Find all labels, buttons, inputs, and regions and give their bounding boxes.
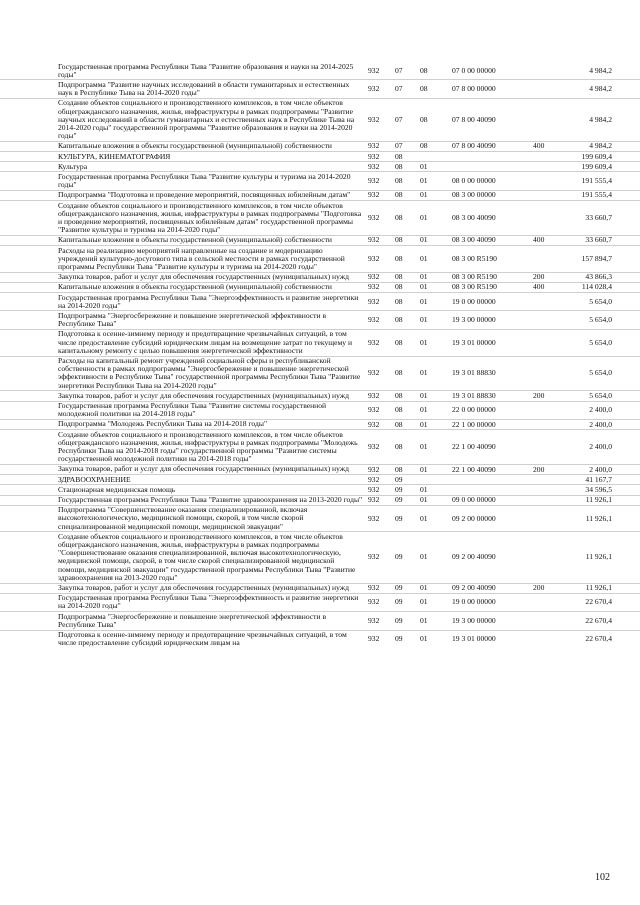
code-cs: 19 3 01 00000: [452, 634, 496, 644]
table-row: [0, 495, 640, 505]
code-rz: 08: [395, 190, 403, 200]
code-vd: 932: [368, 597, 380, 607]
amount: 11 926,1: [585, 495, 612, 505]
code-cs: 22 0 00 00000: [452, 405, 496, 415]
row-description: Капитальные вложения в объекты государственной (муниципальной) собственности: [58, 141, 332, 151]
code-pr: 01: [420, 162, 428, 172]
amount: 43 866,3: [585, 272, 612, 282]
code-rz: 09: [395, 597, 403, 607]
row-description: Государственная программа Республики Тыва "Энергоэффективность и развитие энергетики на 2014-2020 годы": [58, 292, 359, 310]
row-description: Государственная программа Республики Тыва "Развитие системы государственной молодежной политики на 2014-2018 годы": [58, 401, 327, 419]
code-cs: 08 0 00 00000: [452, 176, 496, 186]
row-description: Подпрограмма "Молодежь Республики Тыва на 2014-2018 годы": [58, 419, 268, 429]
table-row: [0, 161, 640, 171]
row-description: Капитальные вложения в объекты государственной (муниципальной) собственности: [58, 235, 332, 245]
code-rz: 08: [395, 235, 403, 245]
table-row: [0, 419, 640, 429]
table-row: [0, 98, 640, 141]
amount: 199 609,4: [581, 162, 612, 172]
code-rz: 08: [395, 419, 403, 429]
code-vd: 932: [368, 272, 380, 282]
code-pr: 01: [420, 464, 428, 474]
code-pr: 01: [420, 405, 428, 415]
amount: 22 670,4: [585, 597, 612, 607]
row-description: Создание объектов социального и производственного комплексов, в том числе объектов общегражданского назначения, жилья, инфраструктуры в рамках подпрограммы "Развитие научных исследований в области гуманитарных и естественных наук в Республике Тыва на 2014-2020 годы" государственной программы "Развитие образования и науки на 2014-2020 годы": [58, 98, 355, 141]
row-description: Закупка товаров, работ и услуг для обеспечения государственных (муниципальных) нужд: [58, 583, 349, 593]
amount: 5 654,0: [589, 296, 612, 306]
table-row: [0, 401, 640, 419]
code-vd: 932: [368, 634, 380, 644]
code-rz: 07: [395, 115, 403, 125]
code-pr: 01: [420, 616, 428, 626]
code-rz: 08: [395, 464, 403, 474]
code-vd: 932: [368, 616, 380, 626]
table-row: [0, 484, 640, 494]
code-vd: 932: [368, 254, 380, 264]
code-vd: 932: [368, 495, 380, 505]
amount: 5 654,0: [589, 315, 612, 325]
code-vd: 932: [368, 315, 380, 325]
code-cs: 19 3 01 88830: [452, 368, 496, 378]
amount: 33 660,7: [585, 235, 612, 245]
amount: 199 609,4: [581, 151, 612, 161]
amount: 191 555,4: [581, 190, 612, 200]
row-description: КУЛЬТУРА, КИНЕМАТОГРАФИЯ: [58, 151, 171, 161]
amount: 5 654,0: [589, 337, 612, 347]
code-cs: 07 8 00 40090: [452, 141, 496, 151]
row-description: ЗДРАВООХРАНЕНИЕ: [58, 474, 131, 484]
row-description: Стационарная медицинская помощь: [58, 484, 176, 494]
code-cs: 08 3 00 R5190: [452, 282, 497, 292]
code-cs: 08 3 00 00000: [452, 190, 496, 200]
row-description: Расходы на реализацию мероприятий направленные на создание и модернизацию учреждений культурно-досугового типа в сельской местности в рамках государственной программы Республики Тыва "Развитие культуры и туризма на 2014-2020 годы": [58, 245, 345, 271]
code-rz: 09: [395, 616, 403, 626]
code-pr: 01: [420, 634, 428, 644]
code-rz: 08: [395, 176, 403, 186]
code-rz: 09: [395, 583, 403, 593]
code-pr: 01: [420, 419, 428, 429]
code-vd: 932: [368, 513, 380, 523]
code-cs: 09 2 00 40090: [452, 552, 496, 562]
code-vd: 932: [368, 213, 380, 223]
code-vd: 932: [368, 296, 380, 306]
code-rz: 08: [395, 368, 403, 378]
code-cs: 07 8 00 40090: [452, 115, 496, 125]
code-pr: 01: [420, 296, 428, 306]
code-pr: 01: [420, 597, 428, 607]
code-vr: 200: [533, 272, 545, 282]
code-rz: 08: [395, 337, 403, 347]
code-vd: 932: [368, 141, 380, 151]
code-cs: 22 1 00 00000: [452, 419, 496, 429]
row-description: Закупка товаров, работ и услуг для обеспечения государственных (муниципальных) нужд: [58, 464, 349, 474]
code-rz: 08: [395, 282, 403, 292]
page-number: 102: [595, 872, 610, 883]
table-row: [0, 611, 640, 629]
code-pr: 01: [420, 190, 428, 200]
amount: 22 670,4: [585, 634, 612, 644]
code-vd: 932: [368, 485, 380, 495]
code-cs: 08 3 00 R5190: [452, 254, 497, 264]
code-pr: 01: [420, 337, 428, 347]
table-row: [0, 151, 640, 161]
table-row: [0, 292, 640, 310]
row-description: Культура: [58, 161, 88, 171]
code-vr: 400: [533, 141, 545, 151]
table-row: [0, 464, 640, 474]
row-description: Государственная программа Республики Тыва "Развитие культуры и туризма на 2014-2020 годы": [58, 171, 351, 190]
table-row: [0, 310, 640, 328]
row-description: Подпрограмма "Подготовка и проведение мероприятий, посвященных юбилейным датам": [58, 190, 351, 200]
table-row: [0, 505, 640, 532]
row-description: Подготовка к осенне-зимнему периоду и предотвращение чрезвычайных ситуаций, в том числе предоставление субсидий юридическим лицам на: [58, 630, 347, 648]
table-row: [0, 272, 640, 282]
row-description: Подготовка к осенне-зимнему периоду и предотвращение чрезвычайных ситуаций, в том числе предоставление субсидий юридическим лицам на возмещение затрат по текущему и капитальному ремонту с целью повышения энергетической эффективности: [58, 329, 353, 355]
amount: 11 926,1: [585, 513, 612, 523]
amount: 11 926,1: [585, 552, 612, 562]
code-pr: 01: [420, 552, 428, 562]
code-cs: 19 0 00 00000: [452, 296, 496, 306]
code-pr: 08: [420, 115, 428, 125]
code-rz: 09: [395, 485, 403, 495]
code-pr: 01: [420, 176, 428, 186]
code-pr: 08: [420, 141, 428, 151]
table-row: [0, 593, 640, 611]
code-rz: 08: [395, 162, 403, 172]
amount: 4 984,2: [589, 65, 612, 75]
code-vr: 200: [533, 583, 545, 593]
row-description: Создание объектов социального и производственного комплексов, в том числе объектов общегражданского назначения, жилья, инфраструктуры в рамках подпрограммы "Молодежь Республики Тыва на 2014-2018 годы" государственной программы "Развитие системы государственной молодежной политики на 2014-2018 годы": [58, 429, 358, 464]
code-vd: 932: [368, 84, 380, 94]
amount: 2 400,0: [589, 419, 612, 429]
code-vd: 932: [368, 583, 380, 593]
table-row: [0, 429, 640, 464]
code-rz: 08: [395, 296, 403, 306]
code-cs: 19 3 00 00000: [452, 616, 496, 626]
code-rz: 08: [395, 442, 403, 452]
amount: 2 400,0: [589, 442, 612, 452]
code-pr: 01: [420, 282, 428, 292]
code-vd: 932: [368, 464, 380, 474]
code-cs: 09 0 00 00000: [452, 495, 496, 505]
row-description: Закупка товаров, работ и услуг для обеспечения государственных (муниципальных) нужд: [58, 390, 349, 400]
table-row: [0, 79, 640, 97]
code-rz: 09: [395, 474, 403, 484]
row-description: Государственная программа Республики Тыва "Развитие образования и науки на 2014-2025 годы": [58, 61, 354, 79]
code-vd: 932: [368, 282, 380, 292]
row-description: Государственная программа Республики Тыва "Энергоэффективность и развитие энергетики на 2014-2020 годы": [58, 593, 359, 611]
code-rz: 07: [395, 65, 403, 75]
table-row: [0, 245, 640, 272]
table-row: [0, 329, 640, 356]
row-description: Государственная программа Республики Тыва "Развитие здравоохранения на 2013-2020 годы": [58, 495, 363, 505]
amount: 4 984,2: [589, 141, 612, 151]
code-cs: 07 0 00 00000: [452, 65, 496, 75]
code-vr: 400: [533, 235, 545, 245]
code-cs: 08 3 00 R5190: [452, 272, 497, 282]
amount: 4 984,2: [589, 115, 612, 125]
budget-table: [0, 62, 640, 648]
code-vr: 200: [533, 464, 545, 474]
amount: 5 654,0: [589, 368, 612, 378]
code-vd: 932: [368, 442, 380, 452]
amount: 41 167,7: [585, 474, 612, 484]
table-row: [0, 474, 640, 484]
row-description: Подпрограмма "Развитие научных исследований в области гуманитарных и естественных наук в Республике Тыва на 2014-2020 годы": [58, 79, 350, 98]
code-pr: 01: [420, 272, 428, 282]
code-pr: 01: [420, 442, 428, 452]
table-row: [0, 390, 640, 400]
code-vd: 932: [368, 368, 380, 378]
code-pr: 01: [420, 583, 428, 593]
table-row: [0, 200, 640, 235]
row-description: Подпрограмма "Энергосбережение и повышение энергетической эффективности в Республике Тыва": [58, 310, 327, 329]
code-pr: 01: [420, 485, 428, 495]
row-description: Закупка товаров, работ и услуг для обеспечения государственных (муниципальных) нужд: [58, 272, 349, 282]
code-pr: 01: [420, 495, 428, 505]
code-cs: 08 3 00 40090: [452, 235, 496, 245]
code-cs: 07 8 00 00000: [452, 84, 496, 94]
row-description: Подпрограмма "Совершенствование оказания специализированной, включая высокотехнологическую, медицинской помощи, скорой, в том числе скорой специализированной медицинской помощи, медицинской эвакуации": [58, 505, 308, 531]
code-pr: 08: [420, 65, 428, 75]
amount: 5 654,0: [589, 391, 612, 401]
code-vd: 932: [368, 115, 380, 125]
amount: 22 670,4: [585, 616, 612, 626]
amount: 4 984,2: [589, 84, 612, 94]
code-cs: 19 3 00 00000: [452, 315, 496, 325]
row-description: Подпрограмма "Энергосбережение и повышение энергетической эффективности в Республике Тыва": [58, 611, 327, 629]
code-vd: 932: [368, 391, 380, 401]
table-row: [0, 171, 640, 189]
code-rz: 07: [395, 141, 403, 151]
code-cs: 09 2 00 00000: [452, 513, 496, 523]
code-pr: 01: [420, 213, 428, 223]
code-rz: 09: [395, 513, 403, 523]
amount: 114 028,4: [581, 282, 612, 292]
table-row: [0, 141, 640, 151]
amount: 11 926,1: [585, 583, 612, 593]
amount: 33 660,7: [585, 213, 612, 223]
code-cs: 19 0 00 00000: [452, 597, 496, 607]
code-cs: 19 3 01 88830: [452, 391, 496, 401]
code-cs: 22 1 00 40090: [452, 464, 496, 474]
amount: 2 400,0: [589, 405, 612, 415]
code-vr: 400: [533, 282, 545, 292]
code-rz: 09: [395, 495, 403, 505]
code-rz: 08: [395, 272, 403, 282]
table-row: [0, 190, 640, 200]
code-cs: 22 1 00 40090: [452, 442, 496, 452]
code-pr: 01: [420, 235, 428, 245]
amount: 2 400,0: [589, 464, 612, 474]
code-pr: 08: [420, 84, 428, 94]
code-pr: 01: [420, 513, 428, 523]
amount: 191 555,4: [581, 176, 612, 186]
code-rz: 08: [395, 315, 403, 325]
code-rz: 08: [395, 254, 403, 264]
code-vd: 932: [368, 162, 380, 172]
table-row: [0, 235, 640, 245]
table-row: [0, 62, 640, 79]
row-description: Расходы на капитальный ремонт учреждений социальной сферы и республиканской собственности в рамках подпрограммы "Энергосбережение и повышение энергетической эффективности в Республике Тыва" государственной программы Республики Тыва "Развитие энергетики Республики Тыва на 2014-2020 годы": [58, 356, 361, 390]
code-pr: 01: [420, 391, 428, 401]
code-rz: 07: [395, 84, 403, 94]
code-vd: 932: [368, 337, 380, 347]
code-vd: 932: [368, 419, 380, 429]
code-rz: 08: [395, 391, 403, 401]
code-vd: 932: [368, 474, 380, 484]
table-row: [0, 583, 640, 593]
amount: 157 894,7: [581, 254, 612, 264]
code-pr: 01: [420, 254, 428, 264]
code-vd: 932: [368, 405, 380, 415]
amount: 34 596,5: [585, 485, 612, 495]
code-vr: 200: [533, 391, 545, 401]
row-description: Создание объектов социального и производственного комплексов, в том числе объектов общегражданского назначения, жилья, инфраструктуры в рамках подпрограммы "Подготовка и проведение мероприятий, посвященных юбилейным датам" государственной программы "Развитие культуры и туризма на 2014-2020 годы": [58, 200, 362, 235]
code-vd: 932: [368, 190, 380, 200]
code-rz: 09: [395, 634, 403, 644]
code-vd: 932: [368, 151, 380, 161]
code-vd: 932: [368, 176, 380, 186]
code-cs: 08 3 00 40090: [452, 213, 496, 223]
code-cs: 09 2 00 40090: [452, 583, 496, 593]
table-row: [0, 282, 640, 292]
table-row: [0, 356, 640, 391]
code-rz: 09: [395, 552, 403, 562]
code-cs: 19 3 01 00000: [452, 337, 496, 347]
code-vd: 932: [368, 235, 380, 245]
row-description: Создание объектов социального и производственного комплексов, в том числе объектов общегражданского назначения, жилья, инфраструктуры в рамках подпрограммы "Совершенствование оказания специализированной, включая высокотехнологическую, медицинской помощи, скорой, в том числе скорой специализированной медицинской помощи, медицинской эвакуации" государственной программы Республики Тыва "Развитие здравоохранения на 2013-2020 годы": [58, 531, 356, 582]
code-pr: 01: [420, 368, 428, 378]
code-pr: 01: [420, 315, 428, 325]
table-row: [0, 630, 640, 648]
code-rz: 08: [395, 405, 403, 415]
code-vd: 932: [368, 552, 380, 562]
code-vd: 932: [368, 65, 380, 75]
row-description: Капитальные вложения в объекты государственной (муниципальной) собственности: [58, 282, 332, 292]
code-rz: 08: [395, 213, 403, 223]
code-rz: 08: [395, 151, 403, 161]
table-row: [0, 531, 640, 582]
